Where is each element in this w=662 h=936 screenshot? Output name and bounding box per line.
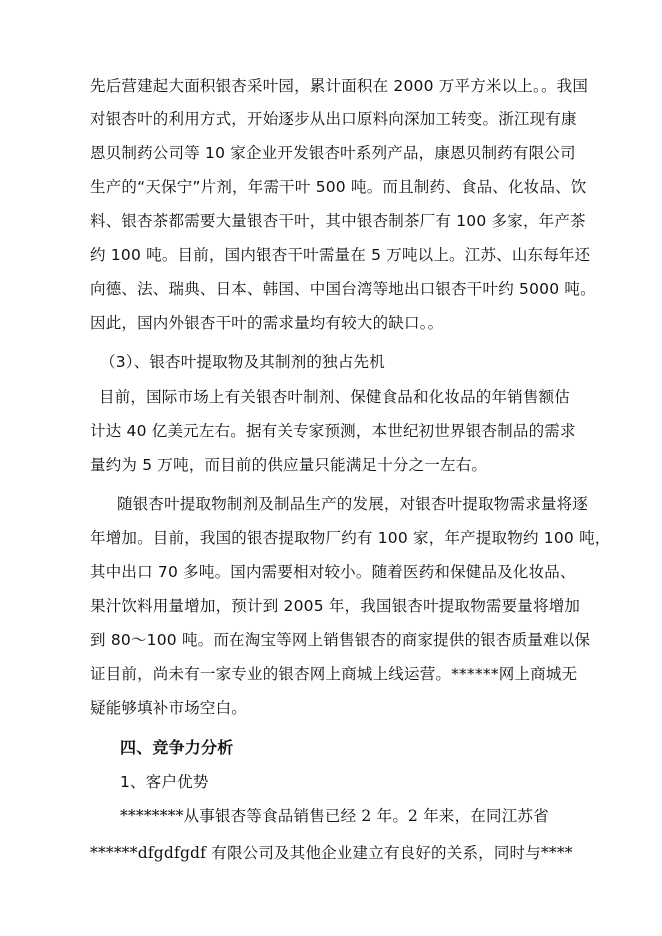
paragraph-line: 生产的“天保宁”片剂，年需干叶 500 吨。而且制药、食品、化妆品、饮: [90, 178, 587, 196]
paragraph-line: ********从事银杏等食品销售已经 2 年。2 年来，在同江苏省: [120, 807, 549, 825]
paragraph-line: 量约为 5 万吨，而目前的供应量只能满足十分之一左右。: [90, 456, 488, 474]
paragraph-line: 先后营建起大面积银杏采叶园，累计面积在 2000 万平方米以上。。我国: [90, 77, 589, 95]
paragraph-line: 向德、法、瑞典、日本、韩国、中国台湾等地出口银杏干叶约 5000 吨。: [90, 280, 596, 298]
paragraph-line: 随银杏叶提取物制剂及制品生产的发展，对银杏叶提取物需求量将逐: [117, 495, 589, 513]
paragraph-line: 对银杏叶的利用方式，开始逐步从出口原料向深加工转变。浙江现有康: [90, 110, 577, 128]
paragraph-line: 因此，国内外银杏干叶的需求量均有较大的缺口。。: [90, 314, 444, 332]
paragraph-line: 恩贝制药公司等 10 家企业开发银杏叶系列产品，康恩贝制药有限公司: [90, 144, 576, 162]
subsection-heading: 1、客户优势: [120, 773, 209, 791]
paragraph-line: 到 80～100 吨。而在淘宝等网上销售银杏的商家提供的银杏质量难以保: [90, 631, 591, 649]
paragraph-line: 计达 40 亿美元左右。据有关专家预测，本世纪初世界银杏制品的需求: [90, 422, 576, 440]
paragraph-line: ******dfgdfgdf 有限公司及其他企业建立有良好的关系，同时与****: [90, 844, 573, 862]
paragraph-line: 目前，国际市场上有关银杏叶制剂、保健食品和化妆品的年销售额估: [99, 388, 571, 406]
paragraph-line: 证目前，尚未有一家专业的银杏网上商城上线运营。******网上商城无: [90, 665, 578, 683]
subheading-3: （3）、银杏叶提取物及其制剂的独占先机: [100, 353, 385, 371]
paragraph-line: 疑能够填补市场空白。: [90, 699, 248, 717]
paragraph-line: 约 100 吨。目前，国内银杏干叶需量在 5 万吨以上。江苏、山东每年还: [90, 246, 591, 264]
paragraph-line: 料、银杏茶都需要大量银杏干叶，其中银杏制茶厂有 100 多家，年产茶: [90, 212, 586, 230]
paragraph-line: 其中出口 70 多吨。国内需要相对较小。随着医药和保健品及化妆品、: [90, 563, 576, 581]
paragraph-line: 果汁饮料用量增加，预计到 2005 年，我国银杏叶提取物需要量将增加: [90, 597, 581, 615]
section-heading: 四、竞争力分析: [120, 738, 234, 757]
paragraph-line: 年增加。目前，我国的银杏提取物厂约有 100 家，年产提取物约 100 吨，: [90, 529, 611, 547]
